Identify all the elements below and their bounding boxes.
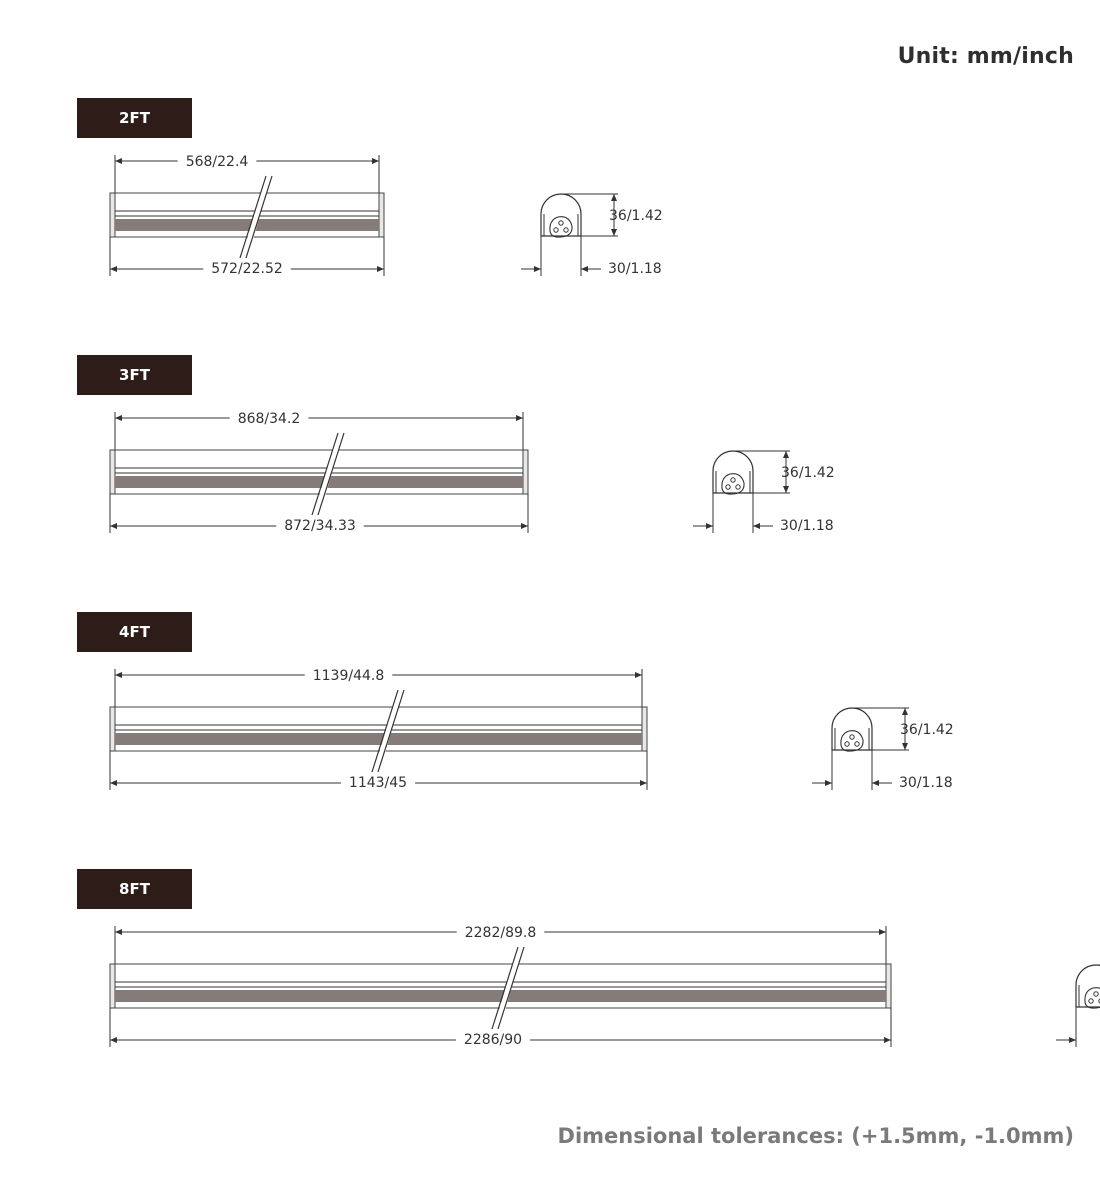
height-label: 36/1.42 [781,465,835,481]
led-strip [115,733,642,745]
dimension-arrow [1069,1037,1076,1043]
end-cap-left [110,450,115,494]
dimension-arrow [115,415,122,421]
profile-outline [1076,965,1100,1007]
dimension-arrow [115,929,122,935]
dimension-arrow [783,451,789,458]
section-8ft [0,869,1100,1109]
dimension-arrow [115,672,122,678]
section-4ft [0,612,1100,852]
dimension-arrow [872,780,879,786]
dimension-arrow [706,523,713,529]
size-badge: 2FT [77,98,192,138]
dimension-arrow [902,708,908,715]
dimension-arrow [902,743,908,750]
outer-length-label: 2286/90 [463,1032,523,1048]
tube-drawing [0,612,1100,852]
dimension-arrow [635,672,642,678]
dimension-arrow [377,266,384,272]
tube-drawing [0,355,1100,595]
dimension-arrow [783,486,789,493]
outer-length-label: 1143/45 [348,775,408,791]
unit-label: Unit: mm/inch [897,44,1074,69]
inner-length-label: 568/22.4 [185,154,249,170]
dimension-arrow [879,929,886,935]
dimension-arrow [534,266,541,272]
dimension-arrow [884,1037,891,1043]
outer-length-label: 872/34.33 [284,518,356,534]
width-label: 30/1.18 [608,261,662,277]
inner-length-label: 868/34.2 [237,411,301,427]
dimension-arrow [640,780,647,786]
width-label: 30/1.18 [899,775,953,791]
inner-length-label: 2282/89.8 [464,925,537,941]
dimension-arrow [372,158,379,164]
inner-length-label: 1139/44.8 [312,668,385,684]
dimension-arrow [521,523,528,529]
outer-length-label: 572/22.52 [211,261,283,277]
dimension-arrow [825,780,832,786]
end-cap-right [523,450,528,494]
end-cap-left [110,193,115,237]
profile-outline [541,194,581,236]
profile-outline [832,708,872,750]
end-cap-left [110,707,115,751]
dimension-arrow [611,194,617,201]
tolerance-note: Dimensional tolerances: (+1.5mm, -1.0mm) [557,1124,1074,1148]
led-strip [115,219,379,231]
dimension-arrow [115,158,122,164]
dimension-arrow [110,1037,117,1043]
end-cap-right [379,193,384,237]
width-label: 30/1.18 [780,518,834,534]
height-label: 36/1.42 [900,722,954,738]
dimension-arrow [110,523,117,529]
led-strip [115,990,886,1002]
dimension-arrow [516,415,523,421]
tube-drawing [0,98,1100,338]
tube-drawing [0,869,1100,1109]
size-badge: 3FT [77,355,192,395]
led-strip [115,476,523,488]
dimension-arrow [110,780,117,786]
profile-outline [713,451,753,493]
dimension-arrow [110,266,117,272]
end-cap-right [886,964,891,1008]
section-2ft [0,98,1100,338]
size-badge: 4FT [77,612,192,652]
end-cap-left [110,964,115,1008]
section-3ft [0,355,1100,595]
end-cap-right [642,707,647,751]
height-label: 36/1.42 [609,208,663,224]
dimension-arrow [611,229,617,236]
dimension-arrow [753,523,760,529]
size-badge: 8FT [77,869,192,909]
dimension-arrow [581,266,588,272]
